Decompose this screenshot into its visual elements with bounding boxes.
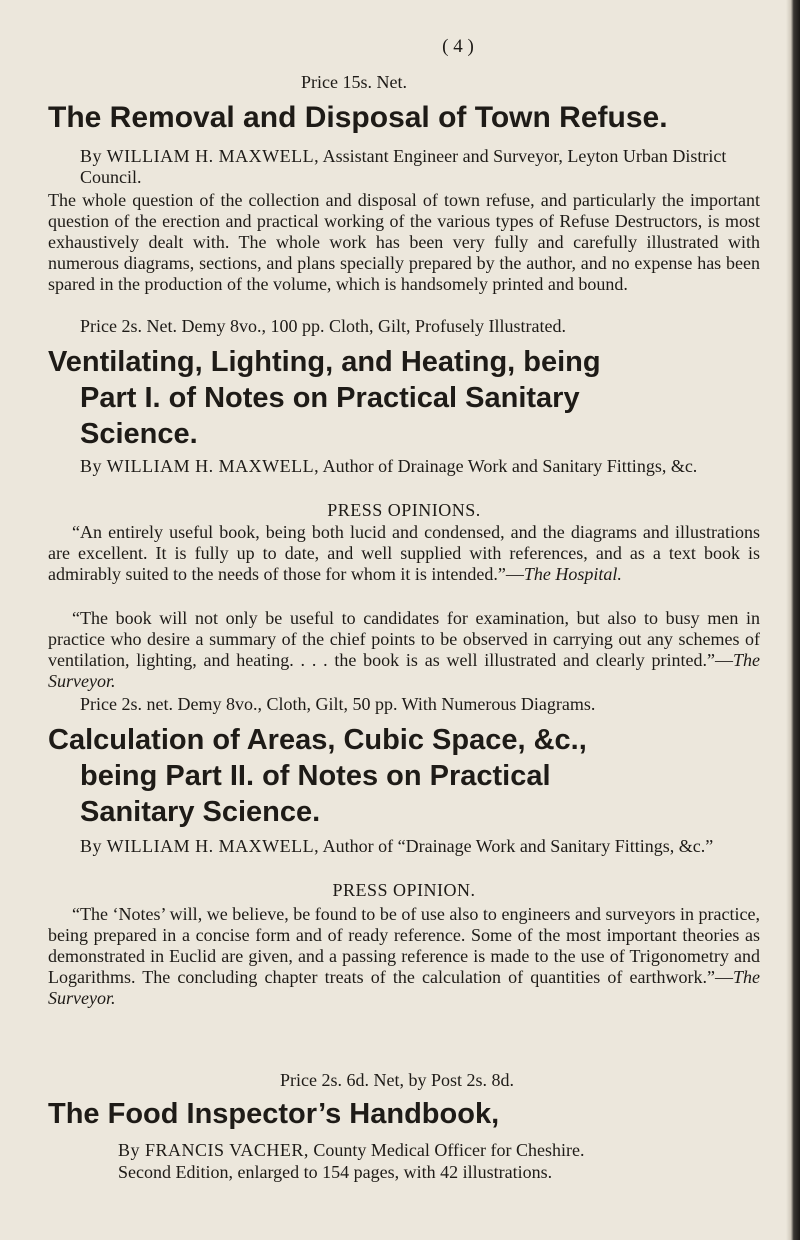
author-name: By WILLIAM H. MAXWELL, bbox=[80, 146, 320, 166]
quote-text: “An entirely useful book, being both lucid and condensed, and the diagrams and illustrations are excellent. It is fully up to date, and well supplied with references, and as a text book is admirably suited to the needs of those for whom it is intended.”— bbox=[48, 522, 760, 584]
page-edge-shadow bbox=[786, 0, 800, 1240]
press-quote bbox=[48, 608, 760, 692]
title-line: Sanitary Science. bbox=[80, 796, 321, 828]
byline bbox=[118, 1140, 760, 1161]
title-line: being Part II. of Notes on Practical bbox=[80, 760, 551, 792]
byline bbox=[80, 836, 760, 857]
quote-source: The Surveyor. bbox=[48, 967, 760, 1008]
edition-note: Second Edition, enlarged to 154 pages, with 42 illustrations. bbox=[118, 1162, 553, 1182]
price-line: Price 2s. Net. Demy 8vo., 100 pp. Cloth, Gilt, Profusely Illustrated. bbox=[80, 316, 566, 336]
author-description: Assistant Engineer and Surveyor, Leyton Urban District Council. bbox=[80, 146, 727, 187]
title-line: Part I. of Notes on Practical Sanitary bbox=[80, 382, 580, 414]
book-title bbox=[48, 722, 760, 830]
price-line: Price 15s. Net. bbox=[301, 72, 407, 92]
book-title bbox=[48, 344, 760, 452]
byline bbox=[80, 456, 760, 477]
author-name: By WILLIAM H. MAXWELL, bbox=[80, 456, 320, 476]
press-quote bbox=[48, 904, 760, 1009]
author-description: Author of “Drainage Work and Sanitary Fittings, &c.” bbox=[322, 836, 714, 856]
title-line: Calculation of Areas, Cubic Space, &c., bbox=[48, 724, 587, 756]
byline bbox=[80, 146, 760, 188]
book-description: The whole question of the collection and disposal of town refuse, and particularly the important question of the erection and practical working of the various types of Refuse Destructors, is most exhaustively dealt with. The whole work has been very fully and carefully illustrated with numerous diagrams, sections, and plans specially prepared by the author, and no expense has been spared in the production of the volume, which is handsomely printed and bound. bbox=[48, 190, 760, 294]
book-title: The Food Inspector’s Handbook, bbox=[48, 1098, 500, 1130]
press-opinions-heading: PRESS OPINIONS. bbox=[327, 500, 481, 520]
author-name: By WILLIAM H. MAXWELL, bbox=[80, 836, 320, 856]
author-name: By FRANCIS VACHER, bbox=[118, 1140, 309, 1160]
price-line: Price 2s. 6d. Net, by Post 2s. 8d. bbox=[280, 1070, 514, 1090]
quote-text: “The ‘Notes’ will, we believe, be found to be of use also to engineers and surveyors in practice, being prepared in a concise form and of ready reference. Some of the most important theories as demonstrated in Euclid are given, and a passing reference is made to the use of Trigonometry and Logarithms. The concluding chapter treats of the calculation of quantities of earthwork.”— bbox=[48, 904, 760, 987]
quote-source: The Hospital. bbox=[523, 564, 622, 584]
press-quote bbox=[48, 522, 760, 585]
quote-source: The Surveyor. bbox=[48, 650, 760, 691]
page-number: ( 4 ) bbox=[442, 36, 474, 57]
title-line: Ventilating, Lighting, and Heating, being bbox=[48, 346, 601, 378]
title-line: Science. bbox=[80, 418, 198, 450]
quote-text: “The book will not only be useful to candidates for examination, but also to busy men in practice who desire a summary of the chief points to be observed in carrying out any schemes of ventilation, lighting, and heating. . . . the book is as well illustrated and clearly printed.”— bbox=[48, 608, 760, 670]
author-description: Author of Drainage Work and Sanitary Fittings, &c. bbox=[322, 456, 698, 476]
price-line: Price 2s. net. Demy 8vo., Cloth, Gilt, 50 pp. With Numerous Diagrams. bbox=[80, 694, 596, 714]
author-description: County Medical Officer for Cheshire. bbox=[313, 1140, 585, 1160]
book-title: The Removal and Disposal of Town Refuse. bbox=[48, 101, 668, 134]
press-opinion-heading: PRESS OPINION. bbox=[332, 880, 476, 900]
